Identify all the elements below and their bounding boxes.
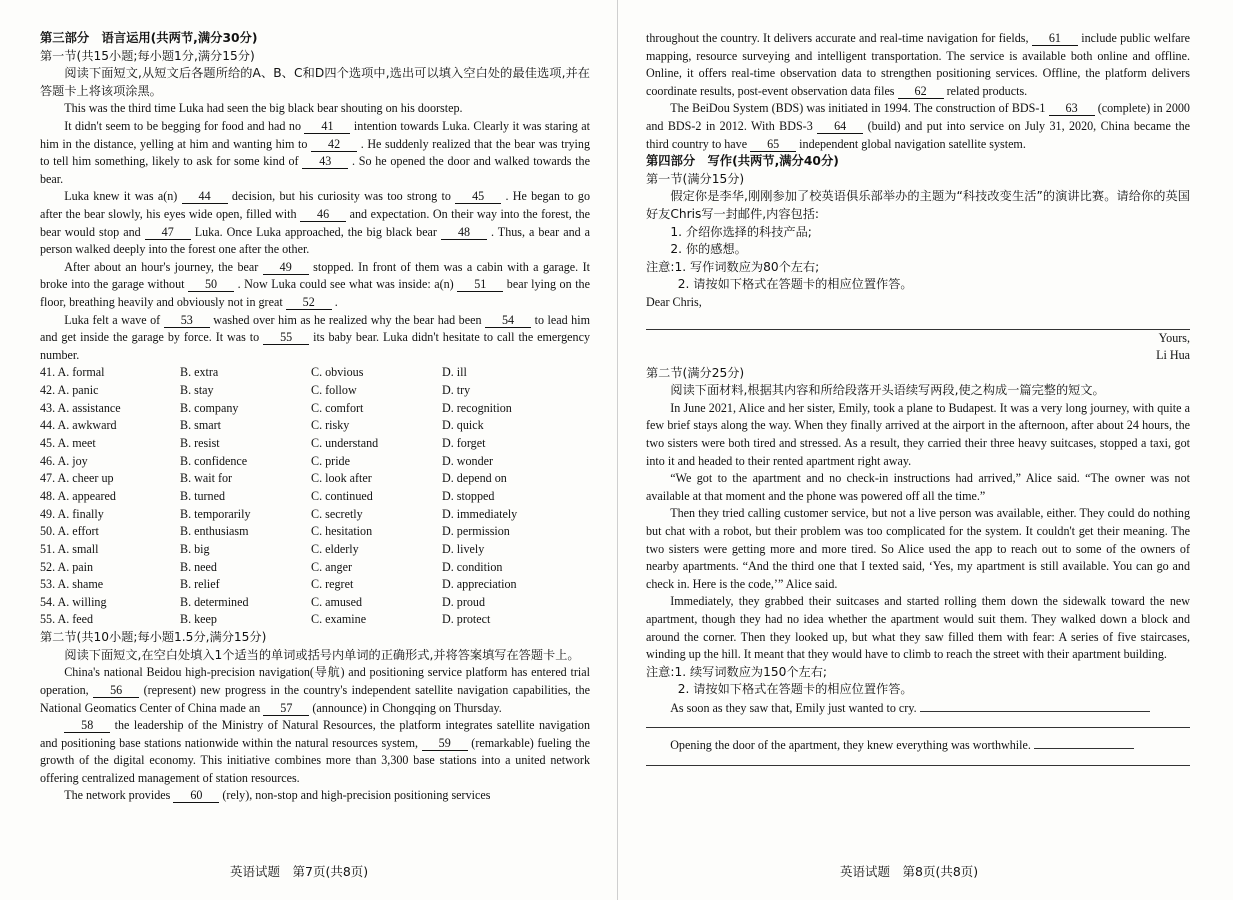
option-choice[interactable]: C. look after — [311, 471, 372, 486]
option-choice[interactable]: D. try — [442, 382, 471, 397]
passage-text: China's national Beidou high-precision navigation(导航) and positioning service platform has entered trial operation, — [40, 665, 590, 697]
option-choice[interactable]: C. secretly — [311, 506, 363, 521]
option-choice[interactable]: D. condition — [442, 559, 503, 574]
option-choice[interactable]: D. lively — [442, 541, 485, 556]
blank-number[interactable]: 46 — [300, 208, 346, 222]
writing1-note-2: 2. 请按如下格式在答题卡的相应位置作答。 — [677, 277, 913, 292]
passage-paragraph — [40, 259, 590, 312]
passage-text: (remarkable) fueling the growth of the digital economy. This initiative combines more than 3,300 base stations into a united network offering centralized management of station resources. — [40, 735, 590, 785]
option-choice[interactable]: B. stay — [180, 382, 214, 397]
passage-text: independent global navigation satellite system. — [799, 136, 1026, 151]
blank-number[interactable]: 48 — [441, 226, 487, 240]
passage-text: bear lying on the floor, breathing heavily and obviously not in great — [40, 277, 590, 309]
option-choice[interactable]: 50. A. effort — [40, 524, 99, 539]
option-choice[interactable]: C. amused — [311, 594, 363, 609]
page-divider — [617, 0, 618, 900]
passage-text: (complete) in 2000 and BDS-2 in 2012. With BDS-3 — [646, 101, 1190, 133]
story-paragraph-2: “We got to the apartment and no check-in instructions had arrived,” Alice said. “The owner was not available at that moment and the phone was powered off all the time.” — [646, 471, 1190, 503]
option-choice[interactable]: B. big — [180, 541, 210, 556]
option-choice[interactable]: D. stopped — [442, 488, 495, 503]
passage-text: include public welfare mapping, resource surveying and intelligent transportation. The service is available both online and offline. Online, it offers real-time observation data to strengthen positioning services. Offline, the platform delivers coordinate results, post-event observation data files — [646, 31, 1190, 98]
part3-title: 第三部分 语言运用(共两节,满分30分) — [40, 31, 258, 45]
option-choice[interactable]: D. appreciation — [442, 577, 517, 592]
passage-text: . So he opened the door and walked towards the bear. — [40, 154, 590, 186]
signature: Li Hua — [1156, 348, 1190, 363]
option-choice[interactable]: D. quick — [442, 418, 484, 433]
passage-text: This was the third time Luka had seen the big black bear shouting on his doorstep. — [64, 101, 463, 116]
blank-number[interactable]: 42 — [311, 138, 357, 152]
passage-text: and expectation. On their way into the forest, the bear would stop and — [40, 206, 590, 239]
opening-sentence-2-text: Opening the door of the apartment, they knew everything was worthwhile. — [670, 737, 1031, 752]
option-choice[interactable]: B. company — [180, 400, 239, 415]
story-paragraph-1: In June 2021, Alice and her sister, Emily, took a plane to Budapest. It was a very long journey, with quite a few brief stays along the way. When they finally arrived at the airport in the afternoon, after about 24 hours, the two sisters were both tired and stressed. As a result, they carried their three heavy suitcases, stopped a taxi, got into it and headed to their rented apartment right away. — [646, 400, 1190, 468]
passage-paragraph — [40, 312, 590, 365]
passage-text: (represent) new progress in the country's independent satellite navigation capabilities, the National Geomatics Center of China made an — [40, 682, 590, 715]
blank-number[interactable]: 60 — [173, 789, 219, 803]
option-choice[interactable]: 45. A. meet — [40, 435, 96, 450]
left-page — [40, 30, 590, 858]
option-choice[interactable]: C. obvious — [311, 365, 364, 380]
blank-number[interactable]: 55 — [263, 331, 309, 345]
option-choice[interactable]: B. resist — [180, 435, 220, 450]
blank-number[interactable]: 57 — [263, 702, 309, 716]
blank-number[interactable]: 62 — [898, 85, 944, 99]
grammar-passage — [40, 664, 590, 805]
option-choice[interactable]: D. protect — [442, 612, 491, 627]
salutation: Dear Chris, — [646, 294, 702, 309]
passage-text: After about an hour's journey, the bear — [64, 259, 259, 274]
answer-blank — [920, 699, 1150, 712]
passage-text: . He began to go after the bear slowly, his eyes wide open, filled with — [40, 189, 590, 221]
section1-instructions: 阅读下面短文,从短文后各题所给的A、B、C和D四个选项中,选出可以填入空白处的最佳选项,并在答题卡上将该项涂黑。 — [40, 66, 590, 98]
option-choice[interactable]: D. recognition — [442, 400, 512, 415]
option-choice[interactable]: D. depend on — [442, 471, 507, 486]
blank-number[interactable]: 43 — [302, 155, 348, 169]
option-choice[interactable]: 41. A. formal — [40, 365, 105, 380]
story-paragraph-3: Then they tried calling customer service, but not a live person was available, either. They could do nothing but chat with a robot, but their problem was too complicated for the system. It couldn't get their meaning. The two sisters were getting more and more tired. So Alice used the app to reach out to some of the owners of nearby apartments. “And the third one that I texted said, ‘Yes, my apartment is still available. You can go and check in. Here is the code,’” Alice said. — [646, 506, 1190, 591]
option-choice[interactable]: B. extra — [180, 365, 219, 380]
section1-header: 第一节(共15小题;每小题1分,满分15分) — [40, 48, 255, 63]
option-choice[interactable]: C. risky — [311, 418, 350, 433]
blank-number[interactable]: 51 — [457, 278, 503, 292]
option-choice[interactable]: C. regret — [311, 577, 354, 592]
passage-text: (announce) in Chongqing on Thursday. — [312, 700, 502, 715]
option-choice[interactable]: B. turned — [180, 488, 226, 503]
writing2-note-2: 2. 请按如下格式在答题卡的相应位置作答。 — [677, 682, 913, 697]
passage-paragraph — [646, 30, 1190, 100]
blank-number[interactable]: 52 — [286, 296, 332, 310]
answer-line — [646, 764, 1190, 766]
option-choice[interactable]: 49. A. finally — [40, 506, 104, 521]
passage-text: . He suddenly realized that the bear was trying to tell him something, likely to ask for some kind of — [40, 136, 590, 169]
passage-text: (build) and put into service on July 31, 2020, China became the third country to have — [646, 118, 1190, 151]
option-choice[interactable]: D. ill — [442, 365, 467, 380]
passage-text: related products. — [946, 83, 1028, 98]
passage-text: intention towards Luka. Clearly it was staring at him in the distance, yelling at him and wanting him to — [40, 118, 590, 151]
option-choice[interactable]: B. determined — [180, 594, 249, 609]
option-choice[interactable]: B. relief — [180, 577, 220, 592]
blank-number[interactable]: 44 — [182, 190, 228, 204]
option-choice[interactable]: B. enthusiasm — [180, 524, 249, 539]
option-choice[interactable]: 55. A. feed — [40, 612, 94, 627]
opening-sentence-1 — [646, 699, 1190, 718]
passage-paragraph — [40, 118, 590, 188]
passage-paragraph — [40, 100, 590, 118]
option-choice[interactable]: B. wait for — [180, 471, 233, 486]
passage-text: . Now Luka could see what was inside: a(n) — [237, 277, 454, 292]
writing1-header: 第一节(满分15分) — [646, 171, 745, 186]
blank-number[interactable]: 58 — [64, 719, 110, 733]
passage-text: The BeiDou System (BDS) was initiated in 1994. The construction of BDS-1 — [670, 101, 1046, 116]
passage-paragraph — [40, 188, 590, 258]
passage-text: Luka knew it was a(n) — [64, 189, 178, 204]
page-footer-right: 英语试题 第8页(共8页) — [840, 864, 979, 879]
passage-text: washed over him as he realized why the bear had been — [213, 312, 482, 327]
blank-number[interactable]: 53 — [164, 314, 210, 328]
blank-number[interactable]: 54 — [485, 314, 531, 328]
passage-text: throughout the country. It delivers accurate and real-time navigation for fields, — [646, 31, 1029, 45]
blank-number[interactable]: 65 — [750, 138, 796, 152]
opening-sentence-2 — [646, 736, 1190, 755]
option-choice[interactable]: 48. A. appeared — [40, 488, 116, 503]
cloze-options — [40, 364, 590, 629]
option-choice[interactable]: 46. A. joy — [40, 453, 88, 468]
option-choice[interactable]: C. elderly — [311, 541, 359, 556]
option-choice[interactable]: D. permission — [442, 524, 510, 539]
option-choice[interactable]: 52. A. pain — [40, 559, 94, 574]
passage-text: Luka felt a wave of — [64, 312, 161, 327]
option-choice[interactable]: 43. A. assistance — [40, 400, 121, 415]
passage-text: stopped. In front of them was a cabin with a garage. It broke into the garage without — [40, 259, 590, 292]
option-choice[interactable]: C. pride — [311, 453, 350, 468]
opening-sentence-1-text: As soon as they saw that, Emily just wanted to cry. — [670, 700, 917, 715]
passage-text: decision, but his curiosity was too strong to — [231, 189, 451, 204]
passage-text: . Thus, a bear and a person walked deeply into the forest one after the other. — [40, 224, 590, 257]
option-choice[interactable]: 44. A. awkward — [40, 418, 117, 433]
answer-blank — [1034, 736, 1134, 749]
option-choice[interactable]: C. hesitation — [311, 524, 373, 539]
page-footer-left: 英语试题 第7页(共8页) — [230, 864, 369, 879]
option-choice[interactable]: 53. A. shame — [40, 577, 104, 592]
option-choice[interactable]: B. temporarily — [180, 506, 251, 521]
option-choice[interactable]: B. smart — [180, 418, 221, 433]
option-choice[interactable]: D. proud — [442, 594, 485, 609]
passage-text: . — [334, 294, 338, 309]
option-choice[interactable]: D. forget — [442, 435, 486, 450]
blank-number[interactable]: 56 — [93, 684, 139, 698]
option-choice[interactable]: B. keep — [180, 612, 217, 627]
section2-instructions: 阅读下面短文,在空白处填入1个适当的单词或括号内单词的正确形式,并将答案填写在答题卡上。 — [64, 647, 580, 662]
option-choice[interactable]: B. confidence — [180, 453, 248, 468]
part4-title: 第四部分 写作(共两节,满分40分) — [646, 154, 839, 169]
blank-number[interactable]: 63 — [1049, 102, 1095, 116]
story-paragraph-4: Immediately, they grabbed their suitcases and started rolling them down the sidewalk toward the new apartment, though they had no idea whether the apartment would suit them. They walked down a block and around the corner. Then they looked up, but what they saw filled them with fear: A series of five staircases, winding up the hill. It meant that they would have to climb to reach the street with their apartment building. — [646, 594, 1190, 662]
blank-number[interactable]: 41 — [304, 120, 350, 134]
grammar-passage-continued — [646, 30, 1190, 153]
option-choice[interactable]: B. need — [180, 559, 217, 574]
blank-number[interactable]: 45 — [455, 190, 501, 204]
option-choice[interactable]: 47. A. cheer up — [40, 471, 114, 486]
writing1-point-2: 2. 你的感想。 — [670, 242, 747, 257]
option-choice[interactable]: D. wonder — [442, 453, 494, 468]
passage-paragraph — [40, 664, 590, 717]
option-choice[interactable]: 54. A. willing — [40, 594, 107, 609]
right-page — [646, 30, 1190, 858]
blank-number[interactable]: 61 — [1032, 32, 1078, 46]
writing1-note-1: 注意:1. 写作词数应为80个左右; — [646, 259, 820, 274]
option-choice[interactable]: C. understand — [311, 435, 379, 450]
passage-text: The network provides — [64, 788, 171, 803]
passage-text: to lead him and get inside the garage by force. It was to — [40, 312, 590, 345]
blank-number[interactable]: 49 — [263, 261, 309, 275]
section2-header: 第二节(共10小题;每小题1.5分,满分15分) — [40, 630, 267, 645]
passage-text: Luka. Once Luka approached, the big black bear — [194, 224, 437, 239]
option-choice[interactable]: C. continued — [311, 488, 373, 503]
option-choice[interactable]: C. examine — [311, 612, 367, 627]
writing2-prompt: 阅读下面材料,根据其内容和所给段落开头语续写两段,使之构成一篇完整的短文。 — [670, 383, 1105, 398]
blank-number[interactable]: 50 — [188, 278, 234, 292]
cloze-passage — [40, 100, 590, 364]
writing2-header: 第二节(满分25分) — [646, 365, 745, 380]
writing2-note-1: 注意:1. 续写词数应为150个左右; — [646, 664, 828, 679]
passage-text: (rely), non-stop and high-precision positioning services — [222, 788, 491, 803]
closing: Yours, — [1158, 330, 1190, 345]
blank-number[interactable]: 64 — [817, 120, 863, 134]
passage-text: its baby bear. Luka didn't hesitate to call the emergency number. — [40, 330, 590, 362]
passage-paragraph — [40, 717, 590, 787]
option-choice[interactable]: 42. A. panic — [40, 382, 99, 397]
writing1-prompt: 假定你是李华,刚刚参加了校英语俱乐部举办的主题为“科技改变生活”的演讲比赛。请给你的英国好友Chris写一封邮件,内容包括: — [646, 189, 1190, 221]
option-choice[interactable]: C. follow — [311, 382, 357, 397]
passage-text: the leadership of the Ministry of Natural Resources, the platform integrates satellite navigation and positioning base stations nationwide within the natural resources system, — [40, 718, 590, 750]
blank-number[interactable]: 47 — [145, 226, 191, 240]
option-choice[interactable]: D. immediately — [442, 506, 518, 521]
option-choice[interactable]: C. anger — [311, 559, 352, 574]
option-choice[interactable]: C. comfort — [311, 400, 364, 415]
passage-paragraph — [40, 787, 590, 805]
passage-text: It didn't seem to be begging for food and had no — [64, 118, 302, 133]
blank-number[interactable]: 59 — [422, 737, 468, 751]
option-choice[interactable]: 51. A. small — [40, 541, 99, 556]
passage-paragraph — [646, 100, 1190, 153]
writing1-point-1: 1. 介绍你选择的科技产品; — [670, 224, 812, 239]
